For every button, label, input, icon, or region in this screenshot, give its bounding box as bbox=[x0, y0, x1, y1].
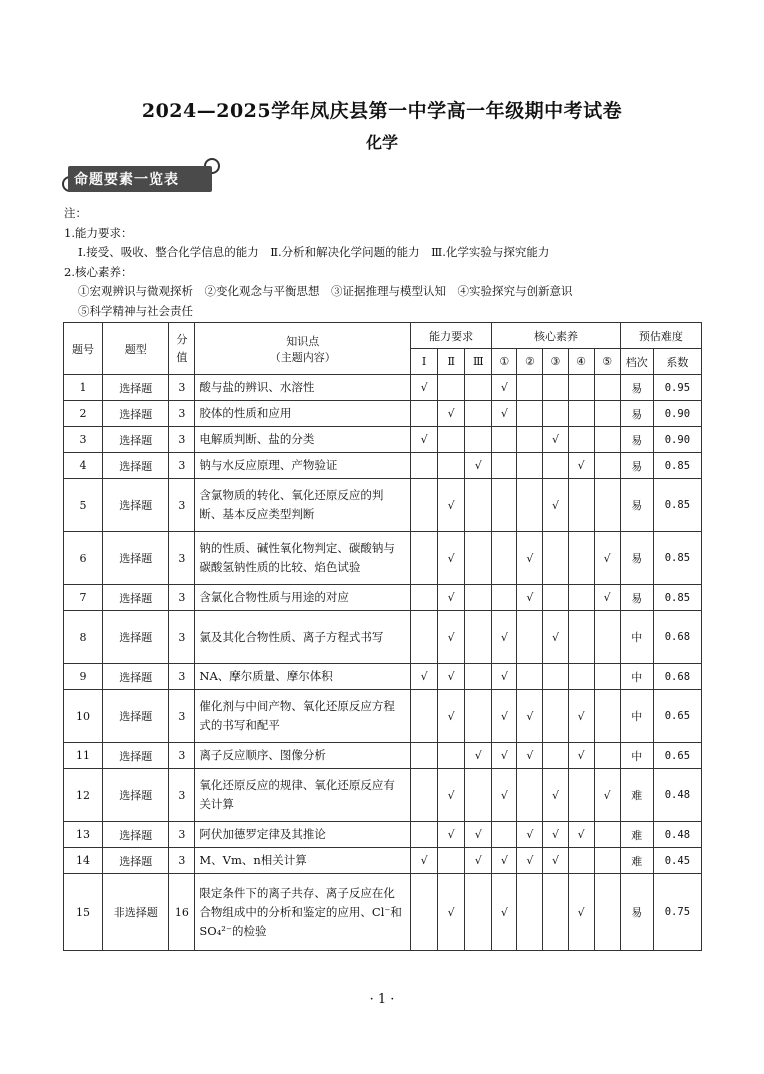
cell-ability-2: √ bbox=[438, 874, 465, 951]
header-core-5: ⑤ bbox=[594, 349, 620, 375]
cell-core-3: √ bbox=[543, 848, 568, 874]
cell-core-5: √ bbox=[594, 585, 620, 611]
cell-topic: 阿伏加德罗定律及其推论 bbox=[195, 822, 411, 848]
cell-core-2: √ bbox=[517, 585, 543, 611]
cell-num: 4 bbox=[64, 453, 103, 479]
header-level: 档次 bbox=[620, 349, 653, 375]
cell-core-3 bbox=[543, 743, 568, 769]
page-title: 2024—2025学年凤庆县第一中学高一年级期中考试卷 bbox=[141, 100, 623, 122]
cell-core-2 bbox=[517, 611, 543, 664]
cell-topic: 氯及其化合物性质、离子方程式书写 bbox=[195, 611, 411, 664]
cell-ability-3 bbox=[465, 532, 492, 585]
cell-core-2: √ bbox=[517, 532, 543, 585]
cell-core-3 bbox=[543, 453, 568, 479]
cell-core-5: √ bbox=[594, 532, 620, 585]
cell-ability-3: √ bbox=[465, 453, 492, 479]
cell-ability-3 bbox=[465, 585, 492, 611]
subject-title: 化学 bbox=[365, 133, 398, 152]
cell-core-4: √ bbox=[568, 822, 594, 848]
header-type: 题型 bbox=[103, 323, 169, 375]
cell-score: 3 bbox=[169, 743, 195, 769]
cell-core-5 bbox=[594, 427, 620, 453]
cell-coef: 0.65 bbox=[653, 690, 701, 743]
cell-type: 选择题 bbox=[103, 453, 169, 479]
cell-core-1 bbox=[492, 822, 517, 848]
table-row bbox=[64, 453, 702, 479]
cell-core-1 bbox=[492, 479, 517, 532]
cell-ability-3: √ bbox=[465, 822, 492, 848]
header-core-1: ① bbox=[492, 349, 517, 375]
cell-ability-3 bbox=[465, 375, 492, 401]
cell-topic: 酸与盐的辨识、水溶性 bbox=[195, 375, 411, 401]
cell-score: 3 bbox=[169, 848, 195, 874]
cell-score: 3 bbox=[169, 585, 195, 611]
cell-type: 非选择题 bbox=[103, 874, 169, 951]
cell-coef: 0.68 bbox=[653, 611, 701, 664]
cell-level: 难 bbox=[620, 769, 653, 822]
cell-core-3: √ bbox=[543, 427, 568, 453]
cell-core-5 bbox=[594, 822, 620, 848]
cell-ability-1: √ bbox=[411, 375, 438, 401]
cell-coef: 0.85 bbox=[653, 453, 701, 479]
cell-core-5 bbox=[594, 401, 620, 427]
cell-ability-2 bbox=[438, 453, 465, 479]
cell-ability-2 bbox=[438, 743, 465, 769]
cell-core-3 bbox=[543, 664, 568, 690]
cell-ability-1 bbox=[411, 453, 438, 479]
cell-score: 3 bbox=[169, 690, 195, 743]
cell-topic: 催化剂与中间产物、氧化还原反应方程式的书写和配平 bbox=[195, 690, 411, 743]
cell-ability-1 bbox=[411, 585, 438, 611]
cell-score: 3 bbox=[169, 453, 195, 479]
cell-ability-2: √ bbox=[438, 479, 465, 532]
header-difficulty: 预估难度 bbox=[620, 323, 701, 349]
notes-head: 注： bbox=[64, 206, 87, 220]
cell-ability-2 bbox=[438, 375, 465, 401]
cell-ability-2: √ bbox=[438, 585, 465, 611]
cell-level: 中 bbox=[620, 743, 653, 769]
cell-core-1: √ bbox=[492, 664, 517, 690]
cell-ability-1: √ bbox=[411, 848, 438, 874]
cell-core-4 bbox=[568, 375, 594, 401]
table-row bbox=[64, 822, 702, 848]
cell-num: 5 bbox=[64, 479, 103, 532]
cell-ability-1 bbox=[411, 874, 438, 951]
cell-core-2 bbox=[517, 375, 543, 401]
cell-type: 选择题 bbox=[103, 479, 169, 532]
header-core-4: ④ bbox=[568, 349, 594, 375]
cell-coef: 0.85 bbox=[653, 585, 701, 611]
cell-type: 选择题 bbox=[103, 743, 169, 769]
cell-ability-1 bbox=[411, 822, 438, 848]
table-row bbox=[64, 401, 702, 427]
cell-core-1 bbox=[492, 532, 517, 585]
cell-level: 易 bbox=[620, 532, 653, 585]
cell-ability-1: √ bbox=[411, 427, 438, 453]
cell-core-2: √ bbox=[517, 822, 543, 848]
cell-type: 选择题 bbox=[103, 848, 169, 874]
cell-core-5 bbox=[594, 453, 620, 479]
cell-core-2 bbox=[517, 453, 543, 479]
header-num: 题号 bbox=[64, 323, 103, 375]
cell-topic: 氧化还原反应的规律、氧化还原反应有关计算 bbox=[195, 769, 411, 822]
header-ability-3: Ⅲ bbox=[465, 349, 492, 375]
cell-ability-2: √ bbox=[438, 664, 465, 690]
cell-ability-2: √ bbox=[438, 822, 465, 848]
cell-num: 7 bbox=[64, 585, 103, 611]
cell-score: 3 bbox=[169, 401, 195, 427]
cell-topic: M、Vm、n相关计算 bbox=[195, 848, 411, 874]
cell-ability-1 bbox=[411, 401, 438, 427]
cell-topic: 胶体的性质和应用 bbox=[195, 401, 411, 427]
cell-score: 3 bbox=[169, 427, 195, 453]
header-coef: 系数 bbox=[653, 349, 701, 375]
cell-score: 3 bbox=[169, 375, 195, 401]
cell-core-2 bbox=[517, 664, 543, 690]
cell-core-4 bbox=[568, 769, 594, 822]
cell-num: 9 bbox=[64, 664, 103, 690]
cell-ability-1 bbox=[411, 479, 438, 532]
cell-core-4 bbox=[568, 401, 594, 427]
cell-ability-3: √ bbox=[465, 848, 492, 874]
cell-type: 选择题 bbox=[103, 401, 169, 427]
header-core: 核心素养 bbox=[492, 323, 620, 349]
cell-core-5 bbox=[594, 874, 620, 951]
cell-ability-3 bbox=[465, 611, 492, 664]
cell-coef: 0.65 bbox=[653, 743, 701, 769]
cell-coef: 0.85 bbox=[653, 479, 701, 532]
cell-core-3: √ bbox=[543, 769, 568, 822]
cell-core-1: √ bbox=[492, 874, 517, 951]
cell-type: 选择题 bbox=[103, 769, 169, 822]
cell-score: 3 bbox=[169, 611, 195, 664]
cell-core-3 bbox=[543, 532, 568, 585]
cell-core-5 bbox=[594, 743, 620, 769]
cell-level: 易 bbox=[620, 874, 653, 951]
cell-core-2 bbox=[517, 769, 543, 822]
cell-coef: 0.45 bbox=[653, 848, 701, 874]
cell-core-2: √ bbox=[517, 848, 543, 874]
cell-coef: 0.68 bbox=[653, 664, 701, 690]
cell-ability-2 bbox=[438, 427, 465, 453]
cell-coef: 0.48 bbox=[653, 769, 701, 822]
cell-ability-3: √ bbox=[465, 743, 492, 769]
cell-level: 难 bbox=[620, 848, 653, 874]
cell-score: 16 bbox=[169, 874, 195, 951]
cell-core-4 bbox=[568, 479, 594, 532]
cell-level: 易 bbox=[620, 427, 653, 453]
core-items-line2: ⑤科学精神与社会责任 bbox=[78, 303, 193, 318]
table-row bbox=[64, 664, 702, 690]
cell-level: 易 bbox=[620, 453, 653, 479]
cell-type: 选择题 bbox=[103, 375, 169, 401]
cell-core-5 bbox=[594, 690, 620, 743]
banner-label: 命题要素一览表 bbox=[74, 172, 179, 188]
cell-core-2 bbox=[517, 479, 543, 532]
cell-core-3 bbox=[543, 375, 568, 401]
cell-score: 3 bbox=[169, 769, 195, 822]
cell-core-1 bbox=[492, 427, 517, 453]
cell-core-5: √ bbox=[594, 769, 620, 822]
cell-coef: 0.75 bbox=[653, 874, 701, 951]
cell-core-2 bbox=[517, 401, 543, 427]
header-knowledge: 知识点 （主题内容） bbox=[195, 323, 411, 375]
exam-element-table bbox=[63, 322, 702, 951]
cell-score: 3 bbox=[169, 532, 195, 585]
cell-num: 6 bbox=[64, 532, 103, 585]
cell-core-4 bbox=[568, 585, 594, 611]
cell-ability-2: √ bbox=[438, 769, 465, 822]
cell-topic: 离子反应顺序、图像分析 bbox=[195, 743, 411, 769]
table-row bbox=[64, 479, 702, 532]
cell-topic: 电解质判断、盐的分类 bbox=[195, 427, 411, 453]
header-ability-1: Ⅰ bbox=[411, 349, 438, 375]
cell-type: 选择题 bbox=[103, 664, 169, 690]
cell-core-3 bbox=[543, 690, 568, 743]
cell-core-3 bbox=[543, 401, 568, 427]
cell-coef: 0.48 bbox=[653, 822, 701, 848]
cell-core-1: √ bbox=[492, 848, 517, 874]
cell-core-5 bbox=[594, 479, 620, 532]
cell-ability-2: √ bbox=[438, 532, 465, 585]
cell-ability-3 bbox=[465, 427, 492, 453]
cell-core-1: √ bbox=[492, 769, 517, 822]
table-row bbox=[64, 848, 702, 874]
header-ability: 能力要求 bbox=[411, 323, 492, 349]
cell-coef: 0.85 bbox=[653, 532, 701, 585]
cell-core-1: √ bbox=[492, 690, 517, 743]
cell-type: 选择题 bbox=[103, 611, 169, 664]
cell-core-2: √ bbox=[517, 690, 543, 743]
cell-topic: 含氯化合物性质与用途的对应 bbox=[195, 585, 411, 611]
cell-core-2: √ bbox=[517, 743, 543, 769]
cell-core-3: √ bbox=[543, 479, 568, 532]
cell-score: 3 bbox=[169, 479, 195, 532]
header-core-3: ③ bbox=[543, 349, 568, 375]
ability-items: Ⅰ.接受、吸收、整合化学信息的能力 Ⅱ.分析和解决化学问题的能力 Ⅲ.化学实验与探究能力 bbox=[78, 245, 550, 259]
header-core-2: ② bbox=[517, 349, 543, 375]
cell-core-4 bbox=[568, 427, 594, 453]
cell-num: 3 bbox=[64, 427, 103, 453]
cell-level: 易 bbox=[620, 479, 653, 532]
cell-type: 选择题 bbox=[103, 532, 169, 585]
cell-core-1: √ bbox=[492, 375, 517, 401]
cell-level: 中 bbox=[620, 690, 653, 743]
cell-ability-1 bbox=[411, 690, 438, 743]
cell-score: 3 bbox=[169, 664, 195, 690]
cell-core-1 bbox=[492, 585, 517, 611]
cell-core-5 bbox=[594, 611, 620, 664]
cell-ability-2: √ bbox=[438, 690, 465, 743]
cell-core-2 bbox=[517, 427, 543, 453]
cell-coef: 0.90 bbox=[653, 427, 701, 453]
cell-core-4: √ bbox=[568, 690, 594, 743]
cell-num: 1 bbox=[64, 375, 103, 401]
cell-core-5 bbox=[594, 375, 620, 401]
core-items-line1: ①宏观辨识与微观探析 ②变化观念与平衡思想 ③证据推理与模型认知 ④实验探究与创新意识 bbox=[78, 284, 573, 298]
cell-core-1: √ bbox=[492, 611, 517, 664]
table-row bbox=[64, 743, 702, 769]
cell-level: 难 bbox=[620, 822, 653, 848]
cell-ability-2: √ bbox=[438, 401, 465, 427]
cell-core-3 bbox=[543, 585, 568, 611]
table-row bbox=[64, 690, 702, 743]
header-score: 分值 bbox=[169, 323, 195, 375]
cell-topic: 钠与水反应原理、产物验证 bbox=[195, 453, 411, 479]
core-title: 2.核心素养： bbox=[64, 264, 133, 279]
cell-ability-1 bbox=[411, 611, 438, 664]
cell-core-3 bbox=[543, 874, 568, 951]
cell-core-4 bbox=[568, 611, 594, 664]
cell-score: 3 bbox=[169, 822, 195, 848]
page-number: · 1 · bbox=[369, 992, 395, 1007]
cell-ability-3 bbox=[465, 664, 492, 690]
cell-core-4 bbox=[568, 664, 594, 690]
cell-ability-3 bbox=[465, 769, 492, 822]
cell-core-1: √ bbox=[492, 743, 517, 769]
cell-level: 易 bbox=[620, 401, 653, 427]
cell-core-1: √ bbox=[492, 401, 517, 427]
cell-core-3: √ bbox=[543, 822, 568, 848]
cell-num: 10 bbox=[64, 690, 103, 743]
table-row bbox=[64, 611, 702, 664]
cell-ability-1 bbox=[411, 532, 438, 585]
cell-core-4: √ bbox=[568, 743, 594, 769]
cell-ability-3 bbox=[465, 690, 492, 743]
cell-core-4 bbox=[568, 532, 594, 585]
table-row bbox=[64, 874, 702, 951]
cell-core-4: √ bbox=[568, 874, 594, 951]
cell-core-5 bbox=[594, 848, 620, 874]
section-banner bbox=[62, 160, 212, 194]
cell-ability-2 bbox=[438, 848, 465, 874]
cell-ability-1 bbox=[411, 743, 438, 769]
cell-topic: 钠的性质、碱性氧化物判定、碳酸钠与碳酸氢钠性质的比较、焰色试验 bbox=[195, 532, 411, 585]
cell-ability-3 bbox=[465, 401, 492, 427]
cell-type: 选择题 bbox=[103, 822, 169, 848]
cell-num: 15 bbox=[64, 874, 103, 951]
table-row bbox=[64, 532, 702, 585]
cell-level: 中 bbox=[620, 664, 653, 690]
cell-core-3: √ bbox=[543, 611, 568, 664]
cell-coef: 0.90 bbox=[653, 401, 701, 427]
cell-num: 2 bbox=[64, 401, 103, 427]
cell-num: 14 bbox=[64, 848, 103, 874]
cell-ability-1 bbox=[411, 769, 438, 822]
cell-core-2 bbox=[517, 874, 543, 951]
ability-title: 1.能力要求： bbox=[64, 225, 133, 240]
cell-num: 11 bbox=[64, 743, 103, 769]
cell-type: 选择题 bbox=[103, 585, 169, 611]
cell-core-4: √ bbox=[568, 453, 594, 479]
cell-topic: NA、摩尔质量、摩尔体积 bbox=[195, 664, 411, 690]
cell-ability-2: √ bbox=[438, 611, 465, 664]
header-ability-2: Ⅱ bbox=[438, 349, 465, 375]
cell-ability-3 bbox=[465, 874, 492, 951]
cell-type: 选择题 bbox=[103, 690, 169, 743]
cell-type: 选择题 bbox=[103, 427, 169, 453]
cell-topic: 限定条件下的离子共存、离子反应在化合物组成中的分析和鉴定的应用、Cl⁻和SO₄²⁻的检验 bbox=[195, 874, 411, 951]
table-row bbox=[64, 375, 702, 401]
cell-num: 8 bbox=[64, 611, 103, 664]
cell-ability-3 bbox=[465, 479, 492, 532]
table-row bbox=[64, 585, 702, 611]
cell-core-1 bbox=[492, 453, 517, 479]
cell-ability-1: √ bbox=[411, 664, 438, 690]
table-row bbox=[64, 427, 702, 453]
cell-level: 中 bbox=[620, 611, 653, 664]
cell-level: 易 bbox=[620, 585, 653, 611]
cell-num: 12 bbox=[64, 769, 103, 822]
cell-core-4 bbox=[568, 848, 594, 874]
table-row bbox=[64, 769, 702, 822]
cell-level: 易 bbox=[620, 375, 653, 401]
cell-num: 13 bbox=[64, 822, 103, 848]
cell-core-5 bbox=[594, 664, 620, 690]
cell-coef: 0.95 bbox=[653, 375, 701, 401]
cell-topic: 含氯物质的转化、氧化还原反应的判断、基本反应类型判断 bbox=[195, 479, 411, 532]
notes-section bbox=[64, 204, 573, 321]
